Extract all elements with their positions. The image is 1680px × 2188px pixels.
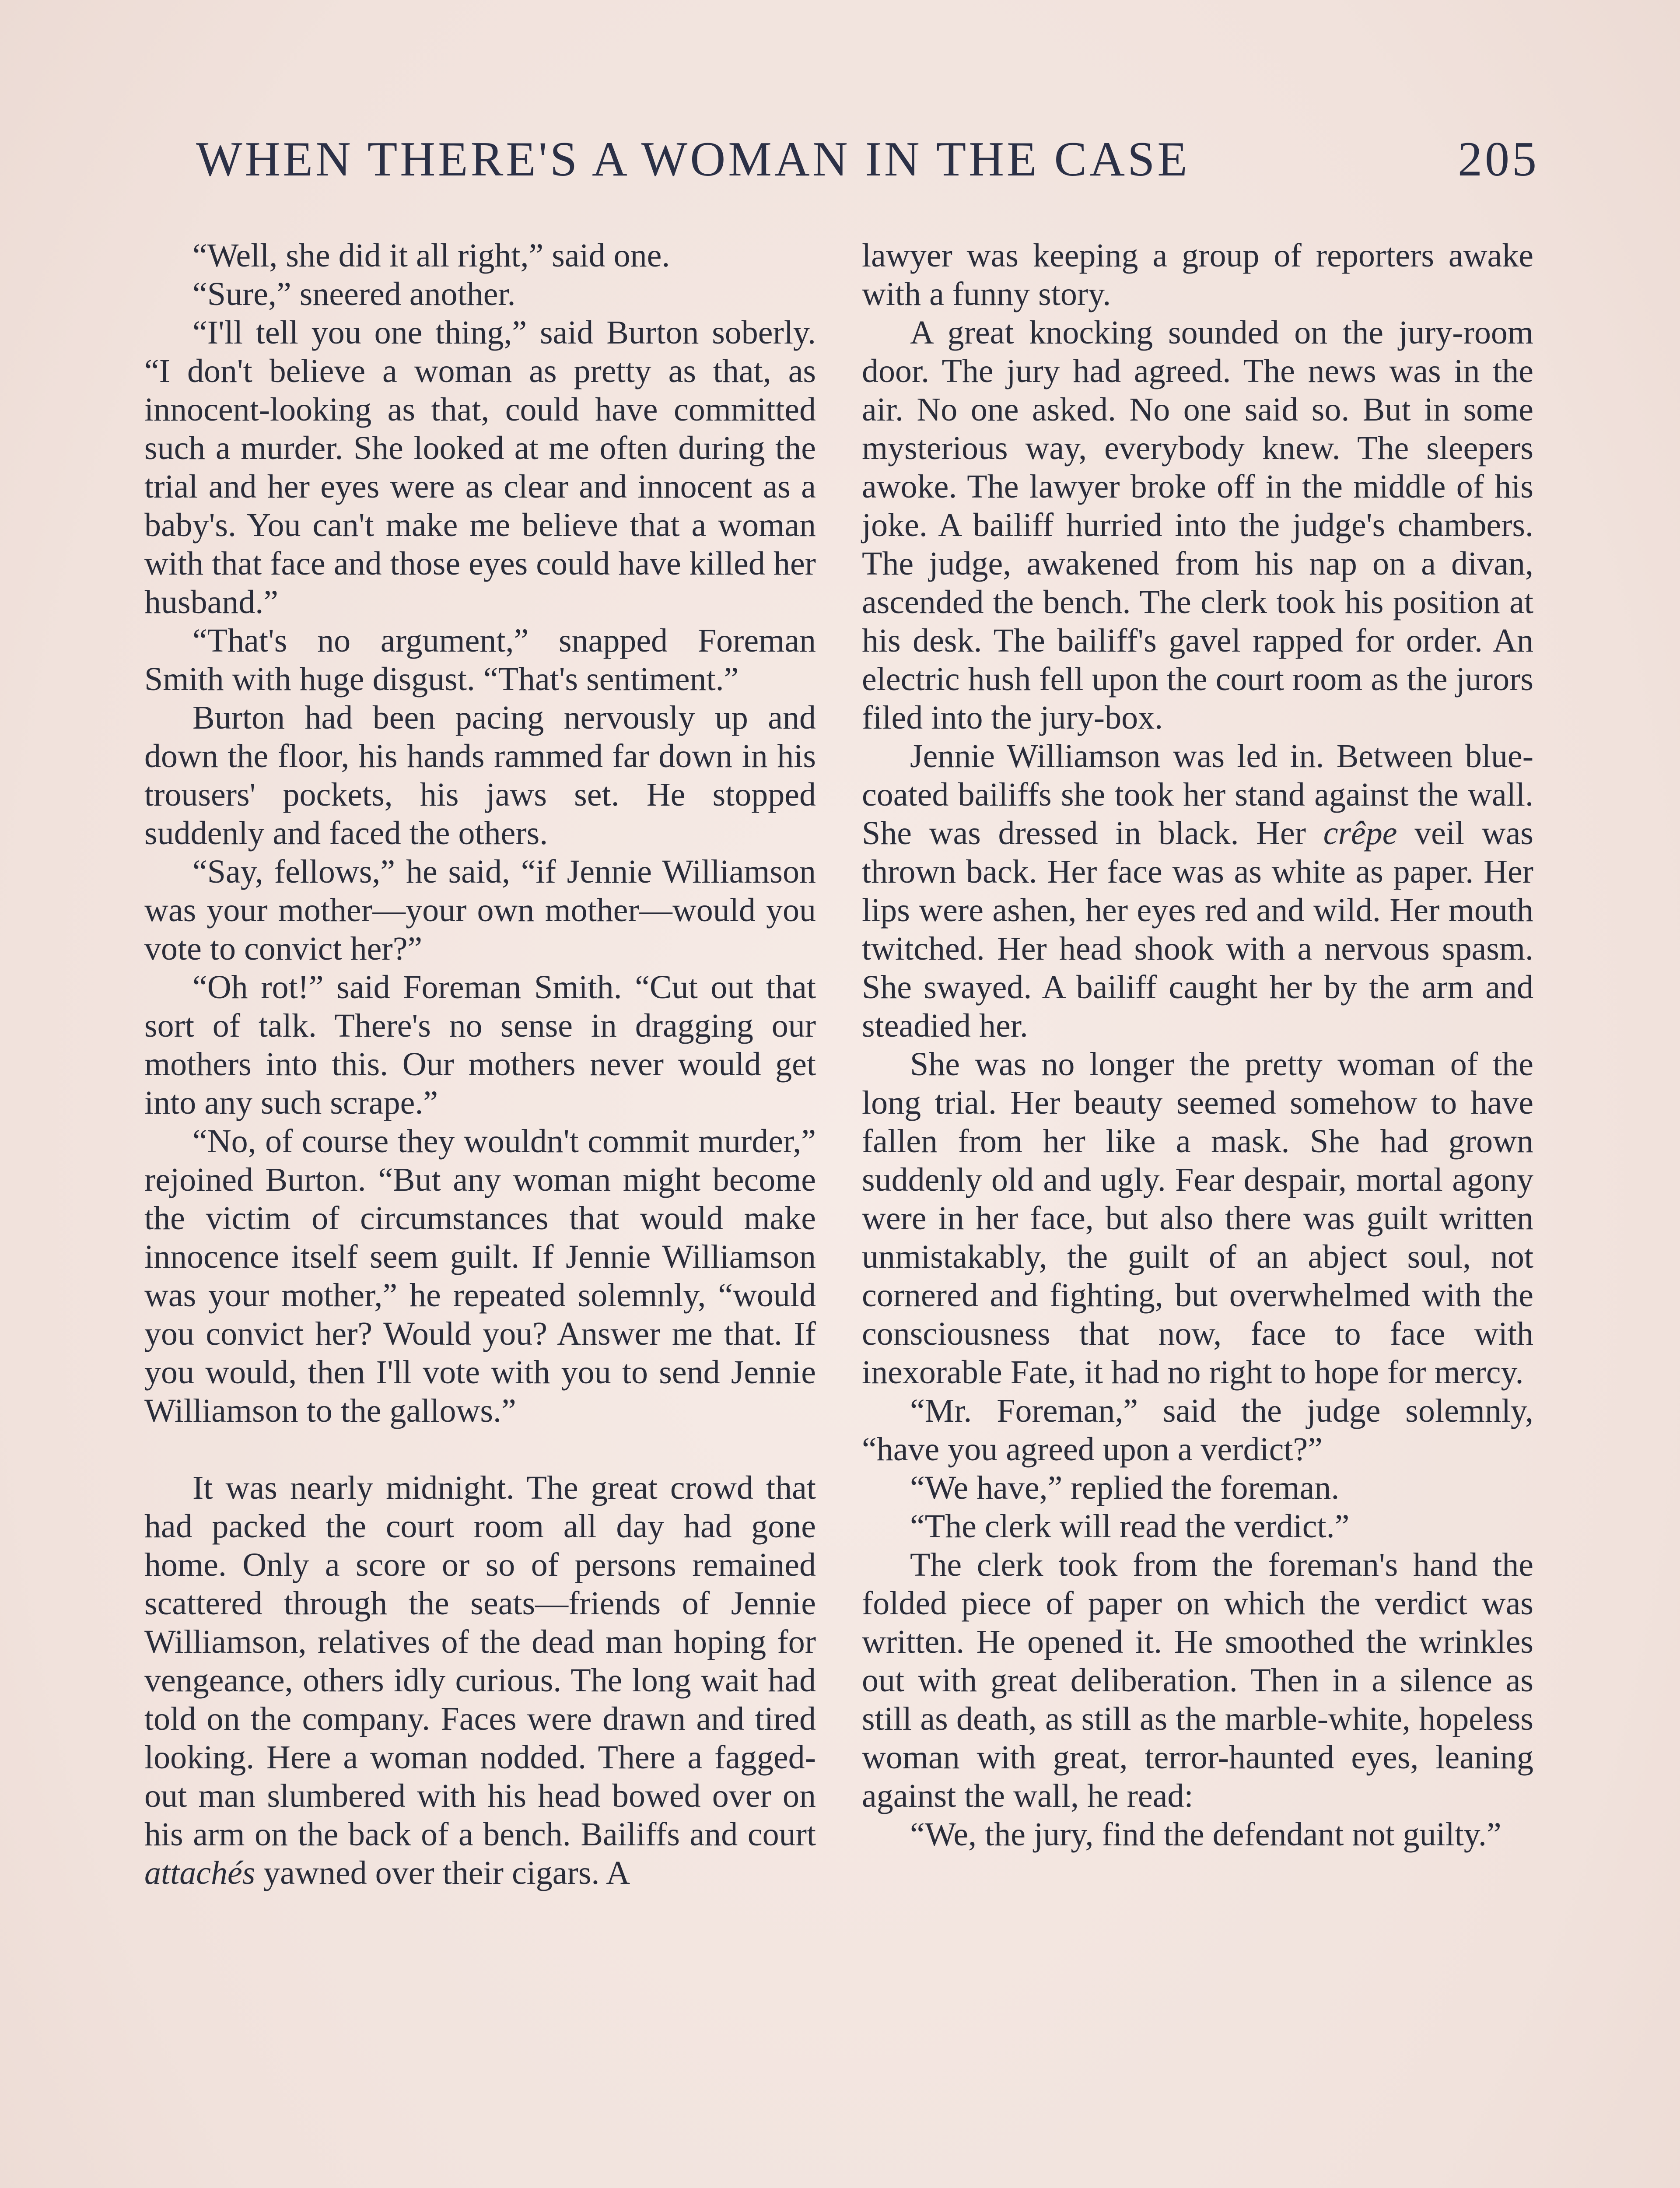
paragraph: “Say, fellows,” he said, “if Jennie Williamson was your mother—your own mother—would you vote to convict her?” (144, 853, 816, 967)
paragraph: “No, of course they wouldn't commit murder,” rejoined Burton. “But any woman might become the victim of circumstances that would make innocence itself seem guilt. If Jennie Williamson was your mother,” he repeated solemnly, “would you convict her? Would you? Answer me that. If you would, then I'll vote with you to send Jennie Williamson to the gallows.” (144, 1123, 816, 1429)
paragraph-continued: lawyer was keeping a group of reporters awake with a funny story. (862, 237, 1533, 312)
paragraph-text: veil was thrown back. Her face was as white as paper. Her lips were ashen, her eyes red and wild. Her mouth twitched. Her head shook with a nervous spasm. She swayed. A bailiff caught her by the arm and steadied her. (862, 815, 1533, 1044)
left-column (144, 236, 816, 1892)
paragraph: “Oh rot!” said Foreman Smith. “Cut out that sort of talk. There's no sense in dragging our mothers into this. Our mothers never would get into any such scrape.” (144, 969, 816, 1121)
paragraph: “Sure,” sneered another. (192, 276, 516, 312)
paragraph: Burton had been pacing nervously up and down the floor, his hands rammed far down in his trousers' pockets, his jaws set. He stopped suddenly and faced the others. (144, 699, 816, 852)
paragraph: “I'll tell you one thing,” said Burton soberly. “I don't believe a woman as pretty as that, as innocent-looking as that, could have committed such a murder. She looked at me often during the trial and her eyes were as clear and innocent as a baby's. You can't make me believe that a woman with that face and those eyes could have killed her husband.” (144, 314, 816, 621)
italic-word: attachés (144, 1855, 256, 1891)
page-title: WHEN THERE'S A WOMAN IN THE CASE (196, 132, 1190, 186)
paragraph: “The clerk will read the verdict.” (910, 1508, 1350, 1545)
paragraph-tail: yawned over their cigars. A (255, 1855, 630, 1891)
paragraph: A great knocking sounded on the jury-room door. The jury had agreed. The news was in the air. No one asked. No one said so. But in some mysterious way, everybody knew. The sleepers awoke. The lawyer broke off in the middle of his joke. A bailiff hurried into the judge's chambers. The judge, awakened from his nap on a divan, ascended the bench. The clerk took his position at his desk. The bailiff's gavel rapped for order. An electric hush fell upon the court room as the jurors filed into the jury-box. (862, 314, 1533, 736)
italic-word: crêpe (1323, 815, 1397, 852)
paragraph: “That's no argument,” snapped Foreman Smith with huge disgust. “That's sentiment.” (144, 622, 816, 698)
right-column (862, 236, 1533, 1854)
paragraph: The clerk took from the foreman's hand the folded piece of paper on which the verdict was written. He opened it. He smoothed the wrinkles out with great deliberation. Then in a silence as still as death, as still as the marble-white, hopeless woman with great, terror-haunted eyes, leaning against the wall, he read: (862, 1546, 1533, 1814)
paragraph-section-break (144, 1469, 816, 1892)
paragraph: “Well, she did it all right,” said one. (192, 237, 670, 274)
paragraph: She was no longer the pretty woman of the long trial. Her beauty seemed somehow to have fallen from her like a mask. She had grown suddenly old and ugly. Fear despair, mortal agony were in her face, but also there was guilt written unmistakably, the guilt of an abject soul, not cornered and fighting, but overwhelmed with the consciousness that now, face to face with inexorable Fate, it had no right to hope for mercy. (862, 1046, 1533, 1391)
paragraph (862, 737, 1533, 1045)
paragraph: “Mr. Foreman,” said the judge solemnly, “have you agreed upon a verdict?” (862, 1392, 1533, 1468)
page-number: 205 (1458, 132, 1539, 186)
running-header (196, 131, 1539, 188)
paragraph-text: It was nearly midnight. The great crowd that had packed the court room all day had gone home. Only a score or so of persons remained scattered through the seats—friends of Jennie Williamson, relatives of the dead man hoping for vengeance, others idly curious. The long wait had told on the company. Faces were drawn and tired looking. Here a woman nodded. There a fagged-out man slumbered with his head bowed over on his arm on the back of a bench. Bailiffs and court (144, 1469, 816, 1853)
paragraph-text: Jennie Williamson was led in. Between blue-coated bailiffs she took her stand against the wall. She was dressed in black. Her (862, 738, 1533, 852)
paragraph: “We, the jury, find the defendant not guilty.” (910, 1816, 1502, 1853)
paragraph: “We have,” replied the foreman. (910, 1469, 1340, 1506)
